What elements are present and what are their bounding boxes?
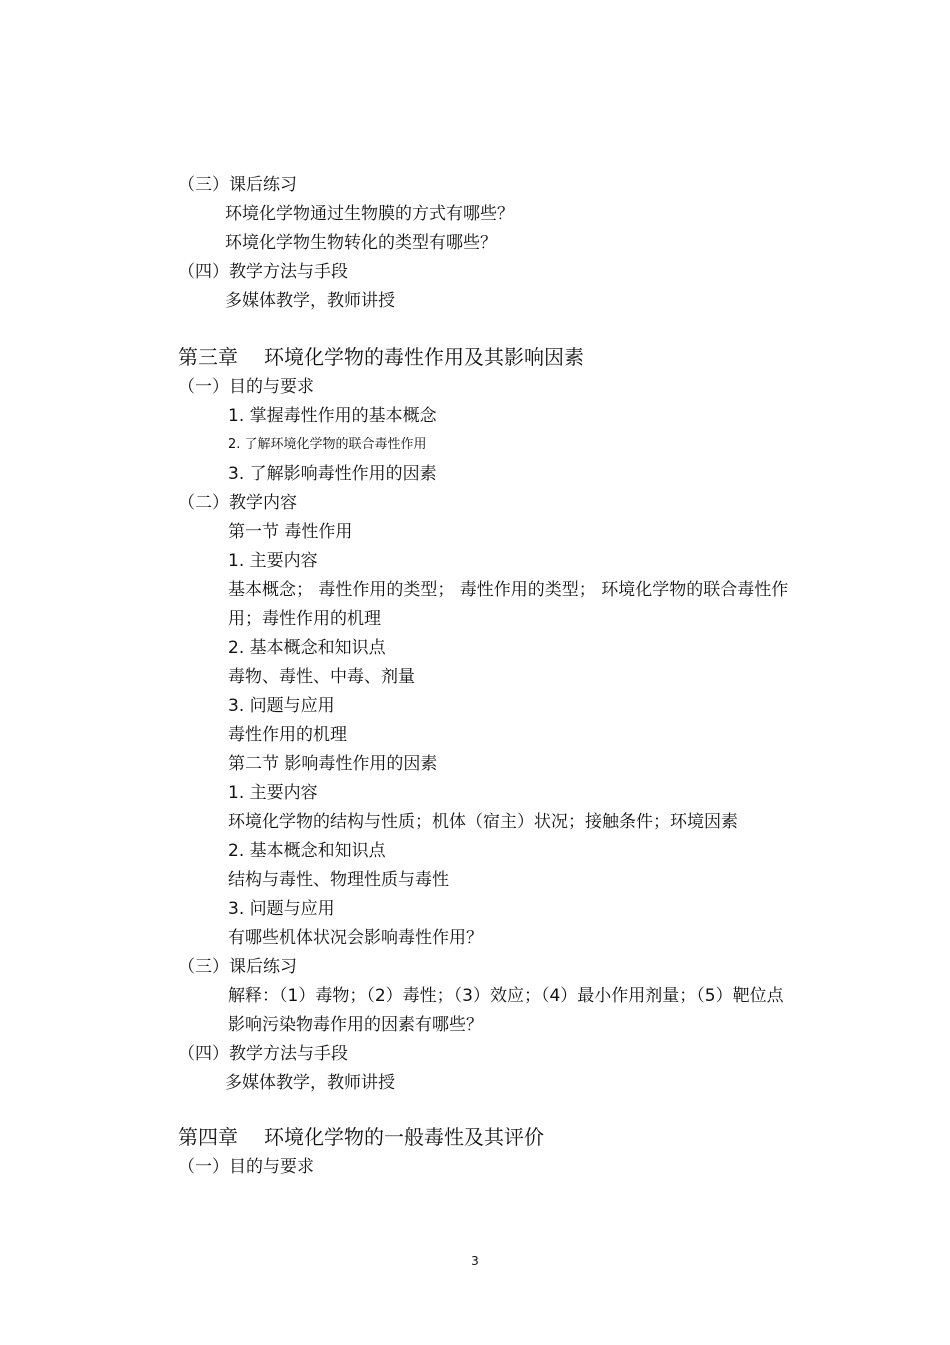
- section-heading: （四）教学方法与手段: [178, 262, 348, 282]
- text-line: 环境化学物的结构与性质；机体（宿主）状况；接触条件；环境因素: [228, 812, 738, 832]
- chapter-title: 环境化学物的毒性作用及其影响因素: [264, 345, 584, 369]
- chapter-number: 第三章: [178, 345, 238, 369]
- text-line: 影响污染物毒作用的因素有哪些？: [228, 1015, 483, 1035]
- list-item: 3. 了解影响毒性作用的因素: [228, 464, 437, 484]
- chapter-heading: [178, 344, 584, 370]
- subsection-heading: 第二节 影响毒性作用的因素: [228, 754, 438, 774]
- page-number: 3: [471, 1254, 479, 1268]
- text-line: 1. 主要内容: [228, 783, 318, 803]
- list-item: 1. 掌握毒性作用的基本概念: [228, 406, 437, 426]
- chapter-heading: [178, 1124, 544, 1150]
- section-heading: （四）教学方法与手段: [178, 1044, 348, 1064]
- text-line: 环境化学物通过生物膜的方式有哪些？: [225, 204, 514, 224]
- chapter-title: 环境化学物的一般毒性及其评价: [264, 1125, 544, 1149]
- text-line: 有哪些机体状况会影响毒性作用？: [228, 928, 483, 948]
- text-line: 用；毒性作用的机理: [228, 609, 381, 629]
- text-line: 2. 基本概念和知识点: [228, 841, 386, 861]
- text-line: 3. 问题与应用: [228, 899, 335, 919]
- section-heading: （二）教学内容: [178, 493, 297, 513]
- text-line: 基本概念； 毒性作用的类型； 毒性作用的类型； 环境化学物的联合毒性作: [228, 580, 789, 600]
- text-line: 2. 基本概念和知识点: [228, 638, 386, 658]
- text-line: 1. 主要内容: [228, 551, 318, 571]
- text-line: 毒物、毒性、中毒、剂量: [228, 667, 415, 687]
- text-line: 多媒体教学，教师讲授: [225, 1073, 395, 1093]
- text-line: 3. 问题与应用: [228, 696, 335, 716]
- chapter-number: 第四章: [178, 1125, 238, 1149]
- text-line: 解释：（1）毒物；（2）毒性；（3）效应；（4）最小作用剂量；（5）靶位点: [228, 986, 784, 1006]
- section-heading: （三）课后练习: [178, 175, 297, 195]
- section-heading: （三）课后练习: [178, 957, 297, 977]
- text-line: 多媒体教学，教师讲授: [225, 291, 395, 311]
- text-line: 结构与毒性、物理性质与毒性: [228, 870, 449, 890]
- section-heading: （一）目的与要求: [178, 377, 314, 397]
- list-item: 2. 了解环境化学物的联合毒性作用: [228, 437, 427, 452]
- text-line: 毒性作用的机理: [228, 725, 347, 745]
- section-heading: （一）目的与要求: [178, 1157, 314, 1177]
- text-line: 环境化学物生物转化的类型有哪些？: [225, 233, 497, 253]
- subsection-heading: 第一节 毒性作用: [228, 522, 353, 542]
